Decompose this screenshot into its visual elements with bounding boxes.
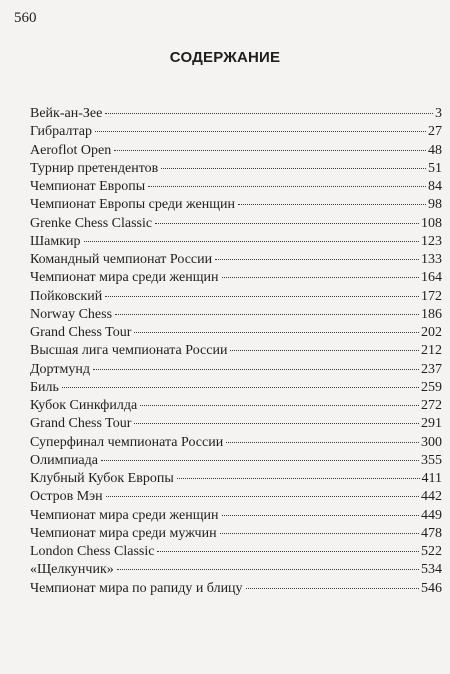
toc-entry-page: 3	[435, 106, 442, 121]
toc-entry-page: 98	[428, 197, 442, 213]
toc-entry-title: Клубный Кубок Европы	[30, 471, 174, 486]
dot-leader	[101, 460, 419, 461]
toc-entry	[30, 269, 442, 287]
toc-entry-page: 291	[421, 416, 442, 432]
toc-entry-page: 51	[428, 160, 442, 176]
toc-entry-title: Чемпионат мира среди мужчин	[30, 525, 217, 541]
toc-entry	[30, 397, 442, 415]
dot-leader	[161, 168, 426, 169]
toc-entry	[30, 251, 442, 269]
dot-leader	[140, 405, 419, 406]
toc-entry-title: Aeroflot Open	[30, 142, 112, 158]
dot-leader	[220, 533, 419, 534]
toc-entry-page: 84	[428, 179, 442, 194]
toc-entry	[30, 470, 442, 488]
dot-leader	[246, 588, 419, 589]
toc-entry-title: Grand Chess Tour	[30, 416, 132, 432]
toc-entry-page: 212	[421, 343, 442, 359]
toc-entry-title: Чемпионат мира по рапиду и блицу	[30, 580, 243, 596]
dot-leader	[222, 277, 419, 278]
dot-leader	[222, 515, 419, 516]
toc-entry-title: Гибралтар	[30, 124, 93, 140]
toc-entry	[30, 142, 442, 160]
dot-leader	[105, 113, 433, 114]
toc-entry	[30, 543, 442, 561]
toc-entry-title: Чемпионат мира среди женщин	[30, 507, 219, 523]
dot-leader	[117, 569, 419, 570]
toc-entry-page: 202	[421, 325, 442, 340]
dot-leader	[84, 241, 420, 242]
toc-entry-page: 300	[421, 434, 442, 450]
table-of-contents	[30, 105, 442, 598]
toc-entry-page: 27	[428, 124, 442, 140]
toc-entry-title: Командный чемпионат России	[30, 252, 213, 267]
toc-entry	[30, 288, 442, 306]
toc-entry-title: Высшая лига чемпионата России	[30, 343, 228, 359]
dot-leader	[105, 296, 419, 297]
toc-entry	[30, 306, 442, 324]
toc-entry	[30, 452, 442, 470]
toc-entry	[30, 361, 442, 379]
toc-entry	[30, 415, 442, 433]
dot-leader	[115, 314, 419, 315]
toc-entry-page: 449	[421, 507, 442, 523]
toc-entry-page: 272	[421, 398, 442, 413]
toc-entry-title: Биль	[30, 379, 59, 395]
toc-entry	[30, 233, 442, 251]
toc-entry	[30, 123, 442, 141]
toc-entry-title: Суперфинал чемпионата России	[30, 434, 224, 450]
toc-entry-page: 108	[421, 215, 442, 231]
toc-entry-page: 237	[421, 361, 442, 377]
dot-leader	[134, 332, 419, 333]
toc-entry	[30, 196, 442, 214]
dot-leader	[148, 186, 426, 187]
page-title: СОДЕРЖАНИЕ	[169, 49, 281, 66]
toc-entry-title: Grand Chess Tour	[30, 325, 132, 340]
toc-entry-title: Остров Мэн	[30, 489, 103, 505]
toc-entry-page: 48	[428, 142, 442, 158]
toc-entry-page: 164	[421, 270, 442, 286]
toc-entry-page: 355	[421, 452, 442, 468]
dot-leader	[95, 131, 426, 132]
toc-entry-title: Чемпионат Европы среди женщин	[30, 197, 235, 213]
toc-entry-page: 186	[421, 306, 442, 322]
toc-entry	[30, 580, 442, 598]
toc-entry	[30, 324, 442, 342]
toc-entry-title: Олимпиада	[30, 452, 98, 468]
toc-entry	[30, 342, 442, 360]
toc-entry-page: 546	[421, 580, 442, 596]
toc-entry-page: 522	[421, 544, 442, 559]
toc-entry	[30, 434, 442, 452]
toc-entry-title: Дортмунд	[30, 361, 90, 377]
dot-leader	[114, 150, 426, 151]
dot-leader	[177, 478, 420, 479]
toc-entry-title: Чемпионат мира среди женщин	[30, 270, 219, 286]
toc-entry-title: Пойковский	[30, 288, 103, 304]
toc-entry-page: 534	[421, 562, 442, 578]
toc-entry-page: 411	[421, 471, 442, 486]
toc-entry-title: Чемпионат Европы	[30, 179, 146, 194]
toc-entry-page: 123	[421, 233, 442, 249]
toc-entry-title: Вейк-ан-Зее	[30, 106, 103, 121]
toc-entry-title: Турнир претендентов	[30, 160, 159, 176]
toc-entry-title: Шамкир	[30, 233, 81, 249]
toc-entry	[30, 105, 442, 123]
toc-entry	[30, 507, 442, 525]
toc-entry-title: Norway Chess	[30, 306, 113, 322]
dot-leader	[106, 496, 419, 497]
toc-entry	[30, 215, 442, 233]
toc-entry-page: 172	[421, 288, 442, 304]
toc-entry	[30, 488, 442, 506]
toc-entry-title: Grenke Chess Classic	[30, 215, 153, 231]
toc-entry	[30, 178, 442, 196]
toc-entry	[30, 160, 442, 178]
toc-entry-page: 478	[421, 525, 442, 541]
toc-entry	[30, 379, 442, 397]
dot-leader	[215, 259, 419, 260]
toc-entry-title: Кубок Синкфилда	[30, 398, 138, 413]
dot-leader	[134, 423, 419, 424]
toc-entry-page: 133	[421, 252, 442, 267]
toc-entry-page: 259	[421, 379, 442, 395]
dot-leader	[230, 350, 419, 351]
dot-leader	[157, 551, 419, 552]
dot-leader	[226, 442, 419, 443]
toc-entry	[30, 561, 442, 579]
dot-leader	[62, 387, 419, 388]
toc-entry-page: 442	[421, 489, 442, 505]
dot-leader	[155, 223, 419, 224]
toc-entry	[30, 525, 442, 543]
dot-leader	[238, 204, 426, 205]
toc-entry-title: London Chess Classic	[30, 544, 155, 559]
page-number: 560	[14, 10, 37, 26]
toc-entry-title: «Щелкунчик»	[30, 562, 114, 578]
dot-leader	[93, 369, 419, 370]
